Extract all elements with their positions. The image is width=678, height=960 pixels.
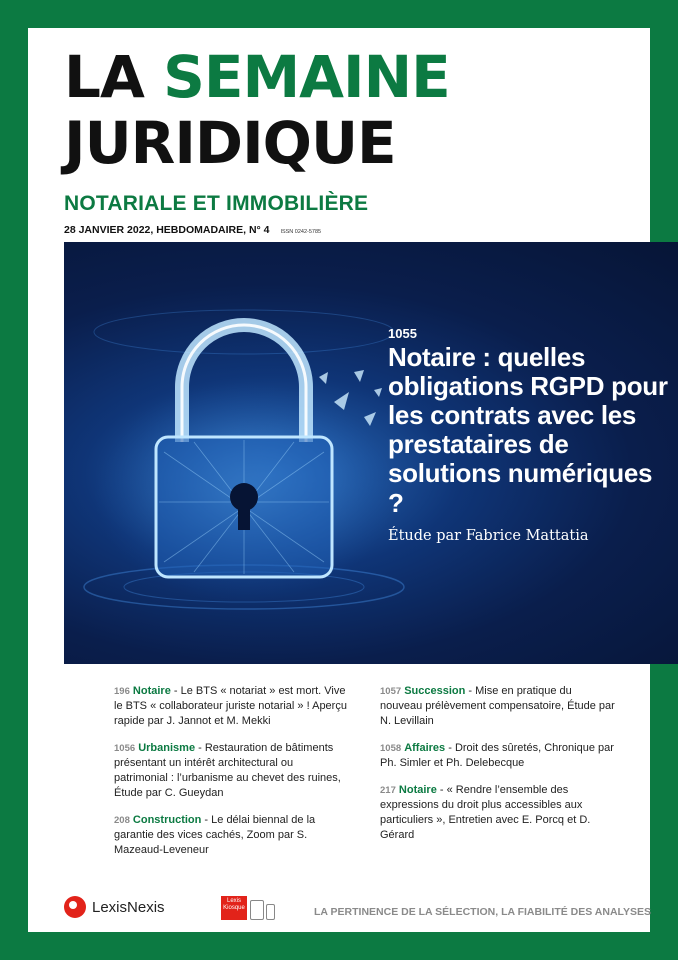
toc-item-number: 208 (114, 814, 130, 826)
toc-item-number: 1058 (380, 742, 402, 754)
toc-item-text: - Le délai biennal de la garantie des vices cachés, Zoom par S. Mazeaud-Leveneur (114, 813, 316, 856)
toc-item[interactable] (380, 783, 616, 843)
masthead-subtitle: NOTARIALE ET IMMOBILIÈRE (64, 192, 369, 215)
toc-item-number: 1056 (114, 742, 136, 754)
masthead-title-la: LA (64, 43, 144, 111)
lexisnexis-icon (64, 896, 86, 918)
lexisnexis-logo[interactable] (64, 896, 165, 918)
toc-item[interactable] (114, 741, 350, 801)
toc-item-text: - Droit des sûretés, Chronique par Ph. Simler et Ph. Delebecque (380, 741, 614, 769)
toc-item-category: Urbanisme (138, 741, 196, 754)
tablet-icon (250, 900, 264, 920)
toc-item-text: - Le BTS « notariat » est mort. Vive le BTS « collaborateur juriste notarial » ! Aperçu rapide par J. Jannot et M. Mekki (114, 685, 347, 727)
phone-icon (266, 904, 275, 920)
table-of-contents-left (114, 684, 350, 870)
toc-item-category: Notaire (132, 685, 171, 697)
toc-item-number: 196 (114, 686, 130, 697)
toc-item[interactable] (114, 813, 350, 858)
issue-dateline (64, 224, 321, 236)
toc-item-category: Succession (404, 685, 466, 697)
kiosque-label-line2: Kiosque (223, 904, 245, 911)
table-of-contents-right (380, 684, 616, 855)
toc-item[interactable] (380, 684, 616, 729)
toc-item-number: 217 (380, 784, 396, 796)
toc-item-category: Construction (132, 813, 202, 826)
cover-story (388, 326, 668, 544)
toc-item-category: Affaires (404, 741, 446, 754)
footer-tagline: LA PERTINENCE DE LA SÉLECTION, LA FIABILITÉ DES ANALYSES (314, 906, 651, 918)
issn-number: ISSN 0242-5785 (280, 229, 322, 235)
masthead-title-semaine: SEMAINE (163, 43, 450, 111)
toc-item-text: - « Rendre l’ensemble des expressions du droit plus accessibles aux particuliers », Entretien avec E. Porcq et D. Gérard (380, 783, 591, 841)
publisher-name: LexisNexis (92, 898, 165, 916)
lexis-kiosque-badge[interactable] (221, 896, 275, 920)
kiosque-icon (221, 896, 247, 920)
toc-item-number: 1057 (380, 686, 402, 697)
kiosque-label-line1: Lexis (226, 898, 241, 904)
toc-item-category: Notaire (398, 783, 437, 796)
cover-hero-image (64, 242, 678, 664)
issue-date: 28 JANVIER 2022, HEBDOMADAIRE, N° 4 (64, 224, 270, 236)
masthead-title-line1 (64, 43, 450, 111)
toc-item[interactable] (114, 684, 350, 729)
cover-story-headline: Notaire : quelles obligations RGPD pour les contrats avec les prestataires de solutions numériques ? (388, 342, 668, 518)
masthead-title-line2: JURIDIQUE (64, 109, 396, 177)
toc-item-text: - Mise en pratique du nouveau prélèvement compensatoire, Étude par N. Levillain (380, 685, 615, 727)
magazine-cover (28, 28, 668, 932)
cover-story-author: Étude par Fabrice Mattatia (388, 527, 589, 544)
toc-item[interactable] (380, 741, 616, 771)
toc-item-text: - Restauration de bâtiments présentant un intérêt architectural ou patrimonial : l’urbanisme au chevet des ruines, Étude par C. Gueydan (114, 741, 341, 799)
cover-story-number: 1055 (388, 326, 417, 341)
